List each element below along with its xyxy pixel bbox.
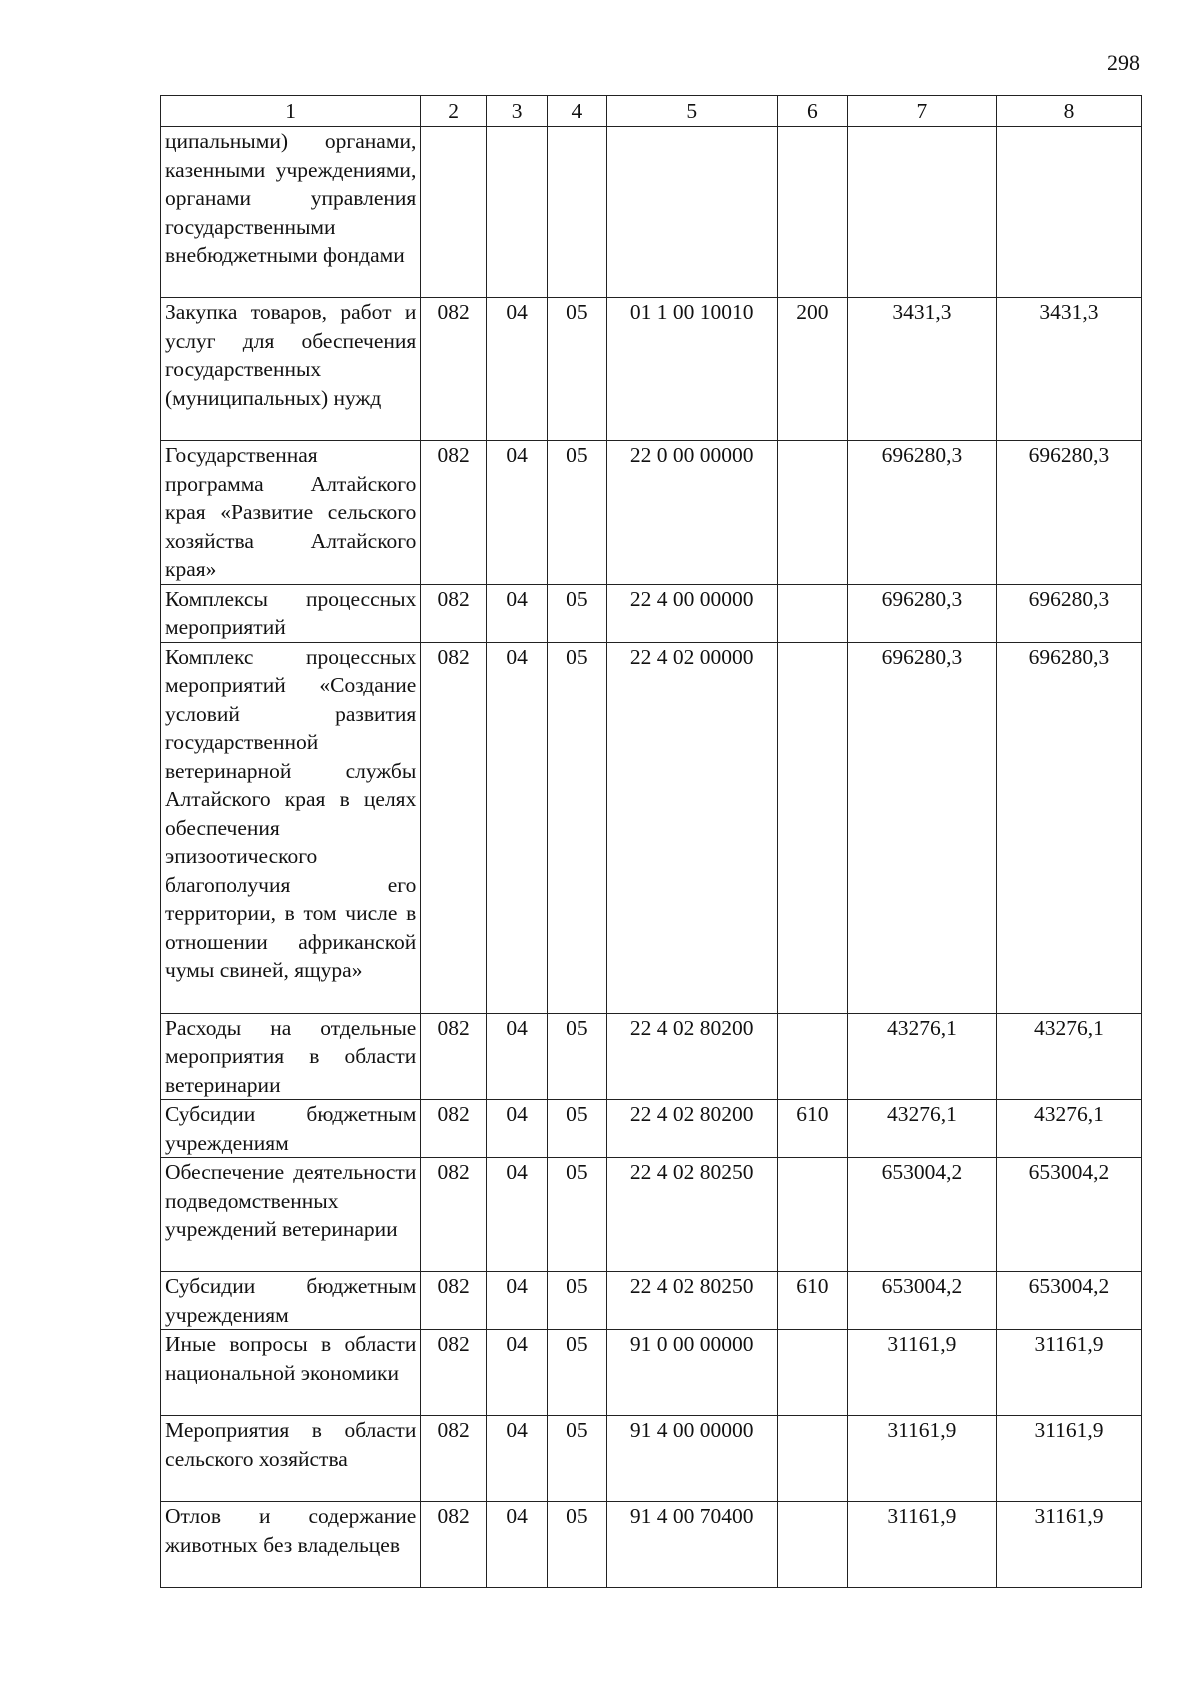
cell-ministry: 082	[421, 584, 487, 642]
cell-amount-2: 43276,1	[996, 1013, 1141, 1100]
cell-target-article: 22 4 02 00000	[606, 642, 777, 1013]
table-row	[161, 1100, 1142, 1158]
cell-ministry: 082	[421, 1416, 487, 1502]
cell-target-article: 22 0 00 00000	[606, 441, 777, 585]
cell-section: 04	[486, 1272, 547, 1330]
row-name: ципальными) органами, казенными учреждениями, органами управления государственными внебюджетными фондами	[161, 127, 421, 298]
page-number: 298	[1107, 50, 1140, 75]
row-name: Государственная программа Алтайского края «Развитие сельского хозяйства Алтайского края»	[161, 441, 421, 585]
cell-subsection: 05	[548, 642, 606, 1013]
cell-target-article: 22 4 02 80250	[606, 1272, 777, 1330]
cell-amount-1: 31161,9	[847, 1416, 996, 1502]
column-header: 6	[777, 96, 847, 127]
cell-target-article: 22 4 02 80200	[606, 1013, 777, 1100]
row-name: Субсидии бюджетным учреждениям	[161, 1100, 421, 1158]
table-row	[161, 1502, 1142, 1588]
cell-target-article: 22 4 00 00000	[606, 584, 777, 642]
table-row	[161, 127, 1142, 298]
row-name: Отлов и содержание животных без владельцев	[161, 1502, 421, 1588]
column-header: 4	[548, 96, 606, 127]
cell-amount-1: 31161,9	[847, 1502, 996, 1588]
budget-table	[160, 95, 1142, 1588]
cell-amount-2: 696280,3	[996, 441, 1141, 585]
cell-ministry: 082	[421, 642, 487, 1013]
cell-ministry: 082	[421, 441, 487, 585]
cell-target-article: 22 4 02 80200	[606, 1100, 777, 1158]
cell-section	[486, 127, 547, 298]
cell-section: 04	[486, 298, 547, 441]
cell-ministry: 082	[421, 298, 487, 441]
cell-section: 04	[486, 1158, 547, 1272]
cell-expense-type	[777, 441, 847, 585]
row-name: Комплексы процессных мероприятий	[161, 584, 421, 642]
cell-amount-2: 31161,9	[996, 1502, 1141, 1588]
cell-subsection: 05	[548, 1100, 606, 1158]
table-row	[161, 298, 1142, 441]
column-header: 2	[421, 96, 487, 127]
cell-target-article: 22 4 02 80250	[606, 1158, 777, 1272]
cell-target-article: 91 4 00 00000	[606, 1416, 777, 1502]
cell-expense-type	[777, 1158, 847, 1272]
cell-subsection: 05	[548, 441, 606, 585]
column-header: 5	[606, 96, 777, 127]
cell-expense-type: 200	[777, 298, 847, 441]
column-header: 7	[847, 96, 996, 127]
cell-ministry: 082	[421, 1013, 487, 1100]
cell-target-article	[606, 127, 777, 298]
cell-amount-1: 653004,2	[847, 1158, 996, 1272]
cell-amount-2: 31161,9	[996, 1416, 1141, 1502]
cell-expense-type	[777, 127, 847, 298]
cell-section: 04	[486, 1330, 547, 1416]
cell-section: 04	[486, 642, 547, 1013]
cell-amount-1: 696280,3	[847, 584, 996, 642]
cell-section: 04	[486, 1013, 547, 1100]
cell-amount-1: 696280,3	[847, 441, 996, 585]
cell-section: 04	[486, 1416, 547, 1502]
cell-amount-1: 43276,1	[847, 1100, 996, 1158]
cell-section: 04	[486, 441, 547, 585]
cell-expense-type	[777, 1416, 847, 1502]
cell-section: 04	[486, 1100, 547, 1158]
cell-target-article: 91 0 00 00000	[606, 1330, 777, 1416]
cell-section: 04	[486, 1502, 547, 1588]
column-header: 3	[486, 96, 547, 127]
table-row	[161, 1416, 1142, 1502]
cell-ministry: 082	[421, 1502, 487, 1588]
cell-subsection: 05	[548, 1330, 606, 1416]
row-name: Мероприятия в области сельского хозяйства	[161, 1416, 421, 1502]
cell-subsection: 05	[548, 298, 606, 441]
cell-subsection: 05	[548, 1416, 606, 1502]
table-row	[161, 584, 1142, 642]
cell-expense-type	[777, 1013, 847, 1100]
cell-subsection: 05	[548, 1502, 606, 1588]
cell-amount-2: 696280,3	[996, 584, 1141, 642]
cell-expense-type	[777, 584, 847, 642]
cell-amount-2	[996, 127, 1141, 298]
cell-expense-type	[777, 642, 847, 1013]
cell-ministry: 082	[421, 1158, 487, 1272]
cell-ministry: 082	[421, 1272, 487, 1330]
column-header: 8	[996, 96, 1141, 127]
cell-subsection: 05	[548, 1272, 606, 1330]
cell-amount-1: 3431,3	[847, 298, 996, 441]
table-header-row	[161, 96, 1142, 127]
cell-expense-type: 610	[777, 1100, 847, 1158]
cell-amount-2: 31161,9	[996, 1330, 1141, 1416]
cell-expense-type	[777, 1330, 847, 1416]
table-row	[161, 1158, 1142, 1272]
cell-amount-1	[847, 127, 996, 298]
cell-section: 04	[486, 584, 547, 642]
cell-amount-1: 31161,9	[847, 1330, 996, 1416]
cell-amount-2: 696280,3	[996, 642, 1141, 1013]
cell-subsection: 05	[548, 584, 606, 642]
table-row	[161, 1013, 1142, 1100]
column-header: 1	[161, 96, 421, 127]
cell-amount-2: 653004,2	[996, 1158, 1141, 1272]
cell-amount-2: 43276,1	[996, 1100, 1141, 1158]
row-name: Иные вопросы в области национальной экономики	[161, 1330, 421, 1416]
cell-ministry: 082	[421, 1330, 487, 1416]
cell-amount-2: 3431,3	[996, 298, 1141, 441]
cell-subsection	[548, 127, 606, 298]
cell-target-article: 91 4 00 70400	[606, 1502, 777, 1588]
row-name: Комплекс процессных мероприятий «Создание условий развития государственной ветеринарной службы Алтайского края в целях обеспечения эпизоотического благополучия его территории, в том числе в отношении африканской чумы свиней, ящура»	[161, 642, 421, 1013]
table-row	[161, 441, 1142, 585]
cell-amount-1: 653004,2	[847, 1272, 996, 1330]
row-name: Закупка товаров, работ и услуг для обеспечения государственных (муниципальных) нужд	[161, 298, 421, 441]
cell-subsection: 05	[548, 1158, 606, 1272]
table-row	[161, 1272, 1142, 1330]
row-name: Обеспечение деятельности подведомственных учреждений ветеринарии	[161, 1158, 421, 1272]
cell-ministry	[421, 127, 487, 298]
cell-ministry: 082	[421, 1100, 487, 1158]
cell-amount-1: 696280,3	[847, 642, 996, 1013]
cell-expense-type	[777, 1502, 847, 1588]
row-name: Расходы на отдельные мероприятия в области ветеринарии	[161, 1013, 421, 1100]
cell-amount-1: 43276,1	[847, 1013, 996, 1100]
table-row	[161, 642, 1142, 1013]
table-row	[161, 1330, 1142, 1416]
cell-amount-2: 653004,2	[996, 1272, 1141, 1330]
cell-target-article: 01 1 00 10010	[606, 298, 777, 441]
row-name: Субсидии бюджетным учреждениям	[161, 1272, 421, 1330]
cell-subsection: 05	[548, 1013, 606, 1100]
cell-expense-type: 610	[777, 1272, 847, 1330]
